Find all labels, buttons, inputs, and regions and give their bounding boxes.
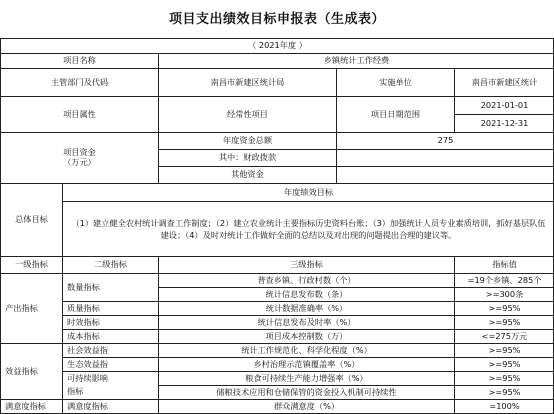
level2-header: 二级指标 (62, 256, 158, 273)
indicator-row: 项目成本控制数（万） (158, 329, 454, 343)
other-funds-label: 其他资金 (158, 166, 336, 183)
indicator-row: 群众满意度（%） (158, 399, 454, 414)
output-indicator-l1: 产出指标 (0, 273, 62, 343)
eco-benefit-l2: 生态效益指 (62, 357, 158, 371)
impl-label: 实施单位 (336, 68, 454, 96)
indicator-value: >=95% (454, 371, 554, 385)
attr-label: 项目属性 (0, 96, 158, 132)
indicator-row: 储粮技术应用和仓储保管的资金投入机制可持续性 (158, 385, 454, 399)
date-range-label: 项目日期范围 (336, 96, 454, 132)
indicator-value: =100% (454, 399, 554, 414)
dept-value: 南昌市新建区统计局 (158, 68, 336, 96)
indicator-row: 统计信息发布数（条） (158, 287, 454, 301)
indicator-row: 普查乡镇、行政村数（个） (158, 273, 454, 287)
sustainable-impact-l2-cont: 指标 (62, 385, 158, 399)
sustainable-impact-l2: 可持续影响 (62, 371, 158, 385)
project-name-label: 项目名称 (0, 53, 158, 68)
funds-label: 项目资金 （万元） (0, 132, 158, 183)
indicator-row: 乡村治理示范镇覆盖率（%） (158, 357, 454, 371)
quality-indicator-l2: 质量指标 (62, 301, 158, 315)
quantity-indicator-l2: 数量指标 (62, 273, 158, 301)
indicator-value: >=95% (454, 343, 554, 357)
indicator-row: 粮食可持续生产能力增强率（%） (158, 371, 454, 385)
fiscal-label: 其中：财政拨款 (158, 149, 336, 166)
indicator-value: =19个乡镇、285个 (454, 273, 554, 287)
date-end: 2021-12-31 (454, 114, 554, 132)
social-benefit-l2: 社会效益指 (62, 343, 158, 357)
year-cell: （ 2021年度 ） (0, 38, 554, 53)
annual-total-value: 275 (336, 132, 554, 149)
project-name-value: 乡镇统计工作经费 (158, 53, 554, 68)
impl-value: 南昌市新建区统计 (454, 68, 554, 96)
overall-goal-label: 总体目标 (0, 183, 62, 256)
satisfaction-indicator-l2: 满意度指标 (62, 399, 158, 414)
indicator-row: 统计信息发布及时率（%） (158, 315, 454, 329)
annual-goal-header: 年度绩效目标 (62, 183, 554, 201)
annual-total-label: 年度资金总额 (158, 132, 336, 149)
level1-header: 一级指标 (0, 256, 62, 273)
fiscal-value (336, 149, 554, 166)
attr-value: 经常性项目 (158, 96, 336, 132)
indicator-row: 统计工作规范化、科学化程度（%） (158, 343, 454, 357)
dept-label: 主管部门及代码 (0, 68, 158, 96)
indicator-value: <=275万元 (454, 329, 554, 343)
value-header: 指标值 (454, 256, 554, 273)
level3-header: 三级指标 (158, 256, 454, 273)
benefit-indicator-l1: 效益指标 (0, 343, 62, 399)
other-funds-value (336, 166, 554, 183)
indicator-value: >=95% (454, 315, 554, 329)
indicator-value: >=95% (454, 385, 554, 399)
date-start: 2021-01-01 (454, 96, 554, 114)
annual-goal-text: （1）建立健全农村统计调查工作制度；（2）建立农业统计主要指标历史资料台账；（3）加强统计人员专业素质培训，抓好基层队伍建设；（4）及时对统计工作做好全面的总结以及对出现的问题提出合理的建议等。 (62, 201, 554, 256)
indicator-value: >=95% (454, 301, 554, 315)
cost-indicator-l2: 成本指标 (62, 329, 158, 343)
indicator-row: 统计数据准确率（%） (158, 301, 454, 315)
indicator-value: >=95% (454, 357, 554, 371)
indicator-value: >=300条 (454, 287, 554, 301)
form-title: 项目支出绩效目标申报表（生成表） (168, 12, 385, 27)
timeliness-indicator-l2: 时效指标 (62, 315, 158, 329)
satisfaction-indicator-l1: 满意度指标 (0, 399, 62, 414)
